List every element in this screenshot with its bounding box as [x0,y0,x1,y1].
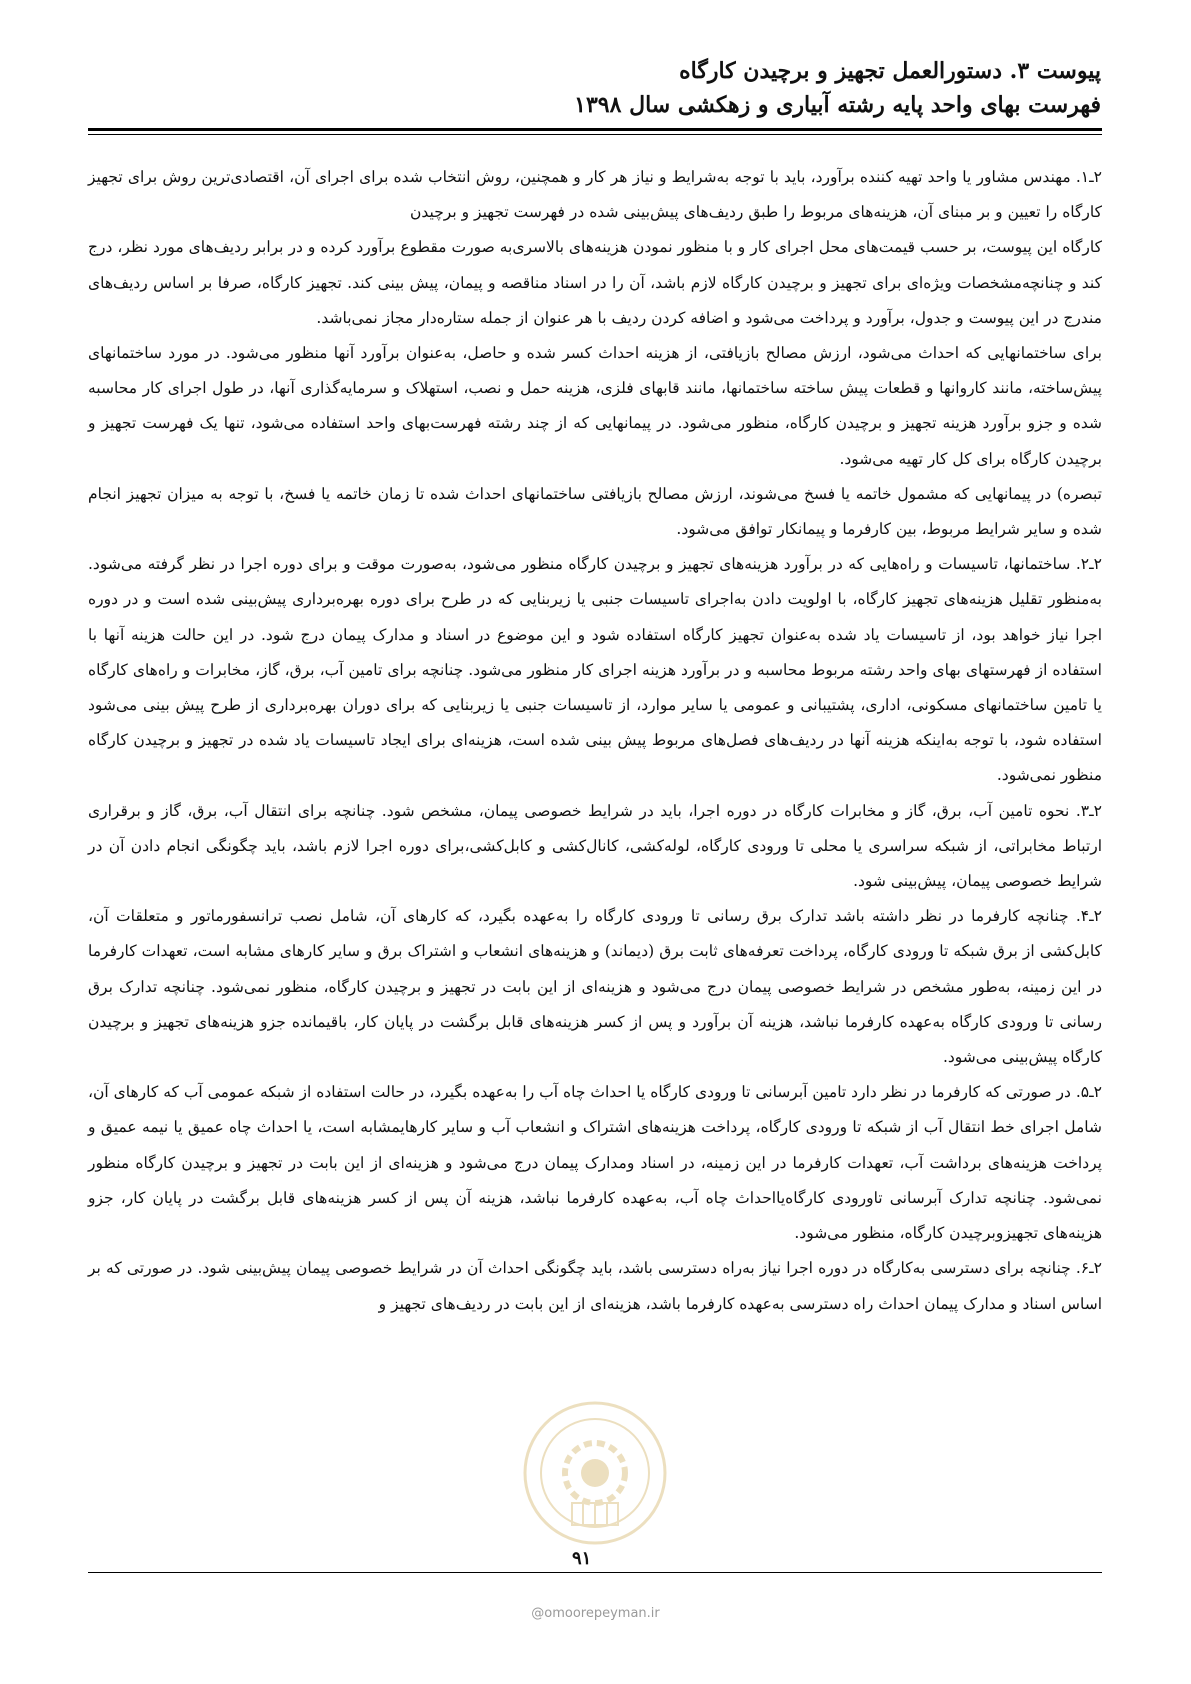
paragraph-2-1-cont: کارگاه این پیوست، بر حسب قیمت‌های محل اجرای کار و با منظور نمودن هزینه‌های بالاسری‌به صورت مقطوع برآورد کرده و در برابر ردیف‌های مورد نظر، درج کند و چنانچه‌مشخصات ویژه‌ای برای تجهیز و برچیدن کارگاه لازم باشد، آن را در اسناد مناقصه و پیمان، پیش بینی کند. تجهیز کارگاه، صرفا بر اساس ردیف‌های مندرج در این پیوست و جدول، برآورد و پرداخت می‌شود و اضافه کردن ردیف با هر عنوان از جمله ستاره‌دار مجاز نمی‌باشد. [88,238,1102,327]
header-rule-thin [88,134,1102,135]
body-text [88,160,1102,1322]
paragraph-2-2: ۲ـ۲. ساختمانها، تاسیسات و راه‌هایی که در برآورد هزینه‌های تجهیز و برچیدن کارگاه منظور می‌شود، به‌صورت موقت و برای دوره اجرا در نظر گرفته می‌شود. به‌منظور تقلیل هزینه‌های تجهیز کارگاه، با اولویت دادن به‌اجرای تاسیسات جنبی یا زیربنایی که در طرح برای دوره بهره‌برداری پیش‌بینی شده است و در دوره اجرا نیاز خواهد بود، از تاسیسات یاد شده به‌عنوان تجهیز کارگاه استفاده شود و این موضوع در اسناد و مدارک پیمان درج شود. در این حالت هزینه آنها با استفاده از فهرستهای بهای واحد رشته مربوط محاسبه و در برآورد هزینه اجرای کار منظور می‌شود. چنانچه برای تامین آب، برق، گاز، مخابرات و راه‌های کارگاه یا تامین ساختمانهای مسکونی، اداری، پشتیبانی و عمومی یا سایر موارد، از تاسیسات جنبی یا زیربنایی که برای دوران بهره‌برداری از طرح پیش بینی می‌شود استفاده شود، با توجه به‌اینکه هزینه آنها در ردیف‌های فصل‌های مربوط پیش بینی شده است، هزینه‌ای برای ایجاد تاسیسات یاد شده در تجهیز و برچیدن کارگاه منظور نمی‌شود. [88,555,1102,785]
page-number: ۹۱ [572,1548,592,1569]
footer-rule [88,1572,1102,1573]
paragraph-2-1: ۲ـ۱. مهندس مشاور یا واحد تهیه کننده برآورد، باید با توجه به‌شرایط و نیاز هر کار و همچنین، روش انتخاب شده برای اجرای آن، اقتصادی‌ترین روش برای تجهیز کارگاه را تعیین و بر مبنای آن، هزینه‌های مربوط را طبق ردیف‌های پیش‌بینی شده در فهرست تجهیز و برچیدن [88,168,1102,222]
paragraph-2-4: ۲ـ۴. چنانچه کارفرما در نظر داشته باشد تدارک برق رسانی تا ورودی کارگاه را به‌عهده بگیرد، که کارهای آن، شامل نصب ترانسفورماتور و متعلقات آن، کابل‌کشی از برق شبکه تا ورودی کارگاه، پرداخت تعرفه‌های ثابت برق (دیماند) و هزینه‌های انشعاب و اشتراک برق و سایر کارهای مشابه است، تعهدات کارفرما در این زمینه، به‌طور مشخص در شرایط خصوصی پیمان درج می‌شود و هزینه‌ای از این بابت در تجهیز و برچیدن کارگاه، منظور نمی‌شود. چنانچه تدارک برق رسانی تا ورودی کارگاه به‌عهده کارفرما نباشد، هزینه آن برآورد و پس از کسر هزینه‌های قابل برگشت در پایان کار، باقیمانده جزو هزینه‌های تجهیز و برچیدن کارگاه پیش‌بینی می‌شود. [88,907,1102,1067]
paragraph-2-5: ۲ـ۵. در صورتی که کارفرما در نظر دارد تامین آبرسانی تا ورودی کارگاه یا احداث چاه آب را به‌عهده بگیرد، در حالت استفاده از شبکه عمومی آب که کارهای آن، شامل اجرای خط انتقال آب از شبکه تا ورودی کارگاه، پرداخت هزینه‌های اشتراک و انشعاب آب و سایر کارهایمشابه است، یا احداث چاه عمیق یا نیمه عمیق و پرداخت هزینه‌های برداشت آب، تعهدات کارفرما در این زمینه، در اسناد ومدارک پیمان درج می‌شود و هزینه‌ای از این بابت در تجهیز و برچیدن کارگاه منظور نمی‌شود. چنانچه تدارک آبرسانی تاورودی کارگاه‌یااحداث چاه آب، به‌عهده کارفرما نباشد، هزینه آن پس از کسر هزینه‌های قابل برگشت در پایان کار، جزو هزینه‌های تجهیزوبرچیدن کارگاه، منظور می‌شود. [88,1083,1102,1243]
paragraph-note: تبصره) در پیمانهایی که مشمول خاتمه یا فسخ می‌شوند، ارزش مصالح بازیافتی ساختمانهای احداث شده تا زمان خاتمه یا فسخ، با توجه به میزان تجهیز انجام شده و سایر شرایط مربوط، بین کارفرما و پیمانکار توافق می‌شود. [88,484,1102,539]
header-title: پیوست ۳. دستورالعمل تجهیز و برچیدن کارگاه [679,58,1101,84]
paragraph-buildings: برای ساختمانهایی که احداث می‌شود، ارزش مصالح بازیافتی، از هزینه احداث کسر شده و حاصل، به‌عنوان برآورد آنها منظور می‌شود. در مورد ساختمانهای پیش‌ساخته، مانند کاروانها و قطعات پیش ساخته ساختمانها، مانند قابهای فلزی، هزینه حمل و نصب، استهلاک و سرمایه‌گذاری آنها، در طول اجرای کار محاسبه شده و جزو برآورد هزینه تجهیز و برچیدن کارگاه، منظور می‌شود. در پیمانهایی که از چند رشته فهرست‌بهای واحد استفاده می‌شود، تنها یک فهرست تجهیز و برچیدن کارگاه برای کل کار تهیه می‌شود. [88,344,1102,468]
header-subtitle: فهرست بهای واحد پایه رشته آبیاری و زهکشی سال ۱۳۹۸ [574,92,1101,118]
header-rule-thick [88,128,1102,131]
paragraph-2-3: ۲ـ۳. نحوه تامین آب، برق، گاز و مخابرات کارگاه در دوره اجرا، باید در شرایط خصوصی پیمان، مشخص شود. چنانچه برای انتقال آب، برق، گاز و برقراری ارتباط مخابراتی، از شبکه سراسری یا محلی تا ورودی کارگاه، لوله‌کشی، کانال‌کشی و کابل‌کشی،برای دوره اجرا لازم باشد، باید چگونگی انجام دادن آن در شرایط خصوصی پیمان، پیش‌بینی شود. [88,801,1102,891]
footer-website: @omoorepeyman.ir [531,1606,660,1621]
page-header [574,54,1101,122]
paragraph-2-6: ۲ـ۶. چنانچه برای دسترسی به‌کارگاه در دوره اجرا نیاز به‌راه دسترسی باشد، باید چگونگی احداث آن در شرایط خصوصی پیمان پیش‌بینی شود. در صورتی که بر اساس اسناد و مدارک پیمان احداث راه دسترسی به‌عهده کارفرما باشد، هزینه‌ای از این بابت در ردیف‌های تجهیز و [88,1259,1102,1313]
watermark-seal-icon [520,1398,670,1548]
